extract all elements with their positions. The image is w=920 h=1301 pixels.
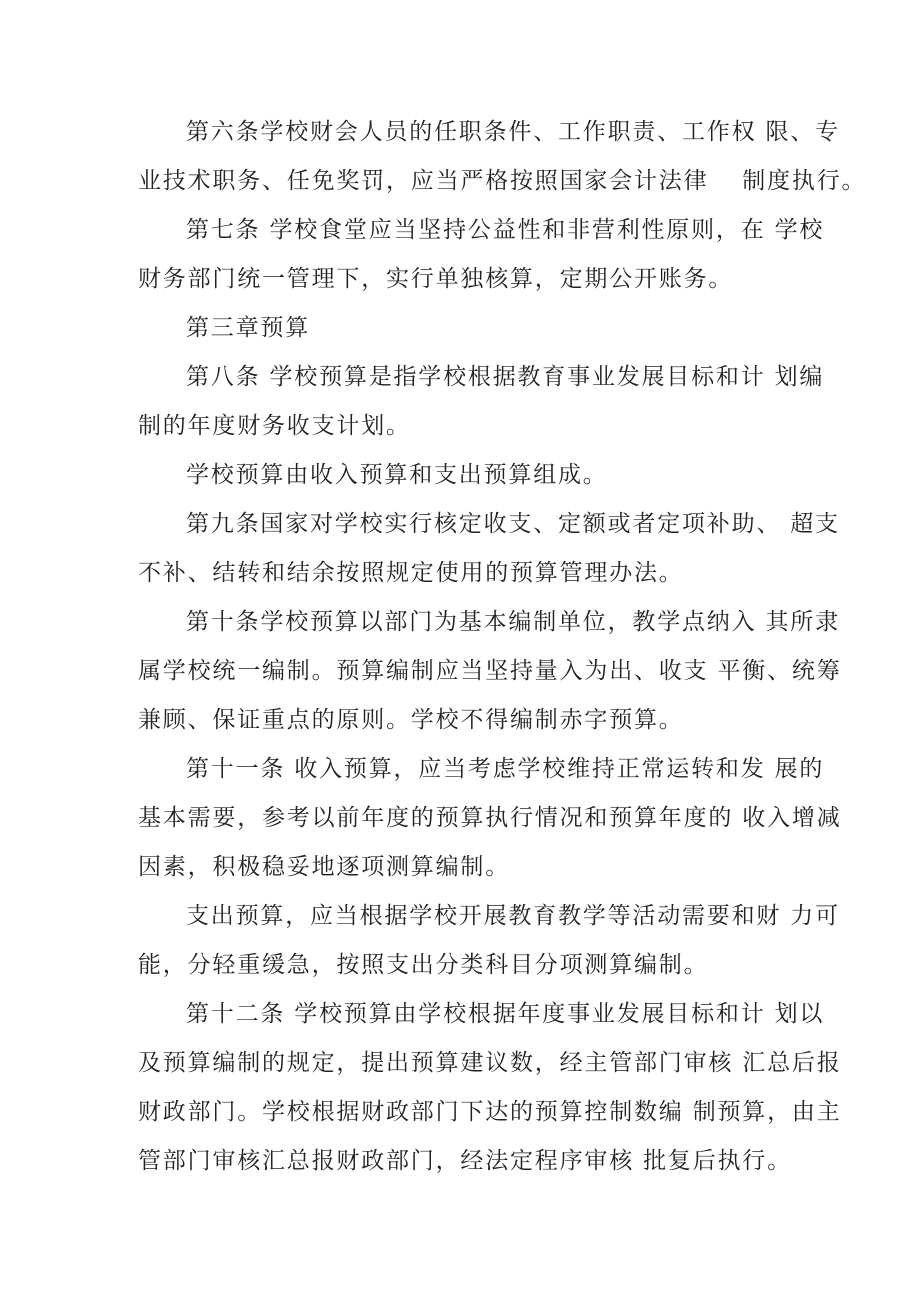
text-line: 财政部门。学校根据财政部门下达的预算控制数编 制预算，由主 <box>138 1099 842 1125</box>
text-line: 财务部门统一管理下，实行单独核算，定期公开账务。 <box>138 266 734 292</box>
text-line: 第九条国家对学校实行核定收支、定额或者定项补助、 超支 <box>186 511 840 537</box>
text-line: 管部门审核汇总报财政部门，经法定程序审核 批复后执行。 <box>138 1148 792 1174</box>
text-line: 业技术职务、任免奖罚，应当严格按照国家会计法律 制度执行。 <box>138 168 867 194</box>
text-line: 第六条学校财会人员的任职条件、工作职责、工作权 限、专 <box>186 119 840 145</box>
chapter-heading: 第三章预算 <box>186 315 310 341</box>
text-line: 及预算编制的规定，提出预算建议数，经主管部门审核 汇总后报 <box>138 1050 842 1076</box>
text-line: 第十二条 学校预算由学校根据年度事业发展目标和计 划以 <box>186 1001 825 1027</box>
text-line: 支出预算，应当根据学校开展教育教学等活动需要和财 力可 <box>186 903 840 929</box>
text-line: 第十条学校预算以部门为基本编制单位，教学点纳入 其所隶 <box>186 609 840 635</box>
text-line: 因素，积极稳妥地逐项测算编制。 <box>138 854 510 880</box>
text-line: 属学校统一编制。预算编制应当坚持量入为出、收支 平衡、统筹 <box>138 658 842 684</box>
text-line: 不补、结转和结余按照规定使用的预算管理办法。 <box>138 560 684 586</box>
text-line: 第八条 学校预算是指学校根据教育事业发展目标和计 划编 <box>186 364 825 390</box>
text-line: 基本需要，参考以前年度的预算执行情况和预算年度的 收入增减 <box>138 805 842 831</box>
text-line: 兼顾、保证重点的原则。学校不得编制赤字预算。 <box>138 707 684 733</box>
text-line: 能，分轻重缓急，按照支出分类科目分项测算编制。 <box>138 952 709 978</box>
text-line: 第十一条 收入预算，应当考虑学校维持正常运转和发 展的 <box>186 756 825 782</box>
text-line: 学校预算由收入预算和支出预算组成。 <box>186 462 608 488</box>
text-line: 制的年度财务收支计划。 <box>138 413 411 439</box>
text-line: 第七条 学校食堂应当坚持公益性和非营利性原则，在 学校 <box>186 217 825 243</box>
